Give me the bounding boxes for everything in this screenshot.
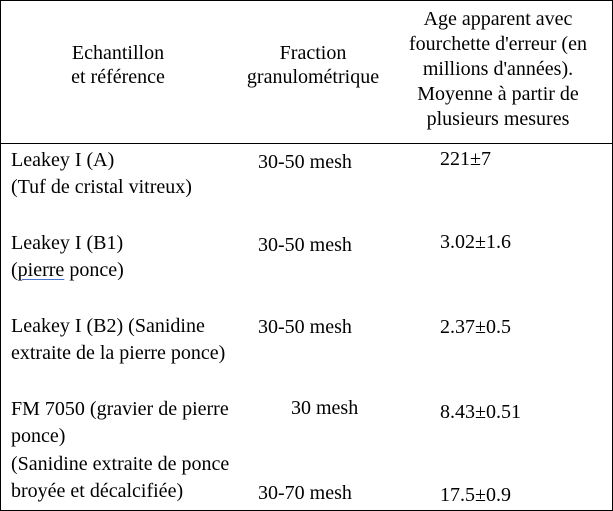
sample-line1: Leakey I (B1): [11, 232, 124, 254]
table-row-sample: [11, 231, 124, 282]
table-row-fraction: 30-50 mesh: [258, 316, 352, 338]
table-row-age: 3.02±1.6: [440, 231, 511, 253]
header-fraction: [233, 41, 393, 89]
sample-line2: ponce): [11, 425, 66, 447]
header-age-line1: Age apparent avec: [423, 8, 573, 30]
header-sample-line2: et référence: [71, 66, 165, 88]
sample-line2-suffix: ponce): [64, 259, 124, 281]
header-fraction-line2: granulométrique: [246, 66, 380, 88]
header-sample: [23, 41, 213, 89]
sample-line2: (Tuf de cristal vitreux): [11, 176, 192, 198]
header-age-line2: fourchette d'erreur (en: [409, 33, 587, 55]
header-fraction-line1: Fraction: [279, 42, 347, 64]
sample-line2: extraite de la pierre ponce): [11, 342, 226, 364]
header-age-line3: millions d'années).: [422, 58, 574, 80]
table-row-age: 2.37±0.5: [440, 316, 511, 338]
header-divider: [1, 143, 612, 144]
header-age-line4: Moyenne à partir de: [417, 83, 579, 105]
header-age-line5: plusieurs mesures: [426, 108, 570, 130]
sample-line2: broyée et décalcifiée): [11, 480, 184, 502]
table-row-age: 221±7: [440, 148, 491, 170]
table-row-fraction: 30-70 mesh: [258, 482, 352, 504]
table-row-age: 8.43±0.51: [440, 401, 521, 423]
table-row-fraction: 30-50 mesh: [258, 151, 352, 173]
header-sample-line1: Echantillon: [71, 42, 165, 64]
table-row-sample: [11, 314, 225, 365]
header-age: [385, 7, 611, 132]
sample-line1: Leakey I (B2) (Sanidine: [11, 315, 205, 337]
table-row-age: 17.5±0.9: [440, 484, 511, 506]
sample-line1: Leakey I (A): [11, 149, 115, 171]
table-row-fraction: 30-50 mesh: [258, 234, 352, 256]
sample-line2-prefix: (: [11, 259, 18, 281]
sample-line2: [11, 258, 124, 282]
sample-line1: FM 7050 (gravier de pierre: [11, 398, 229, 420]
table-row-fraction: 30 mesh: [291, 397, 359, 419]
table-row-sample: [11, 397, 229, 448]
table-row-sample: [11, 452, 229, 503]
spellcheck-underlined-word: pierre: [17, 259, 65, 281]
table-row-sample: [11, 148, 192, 199]
sample-line1: (Sanidine extraite de ponce: [11, 453, 230, 475]
